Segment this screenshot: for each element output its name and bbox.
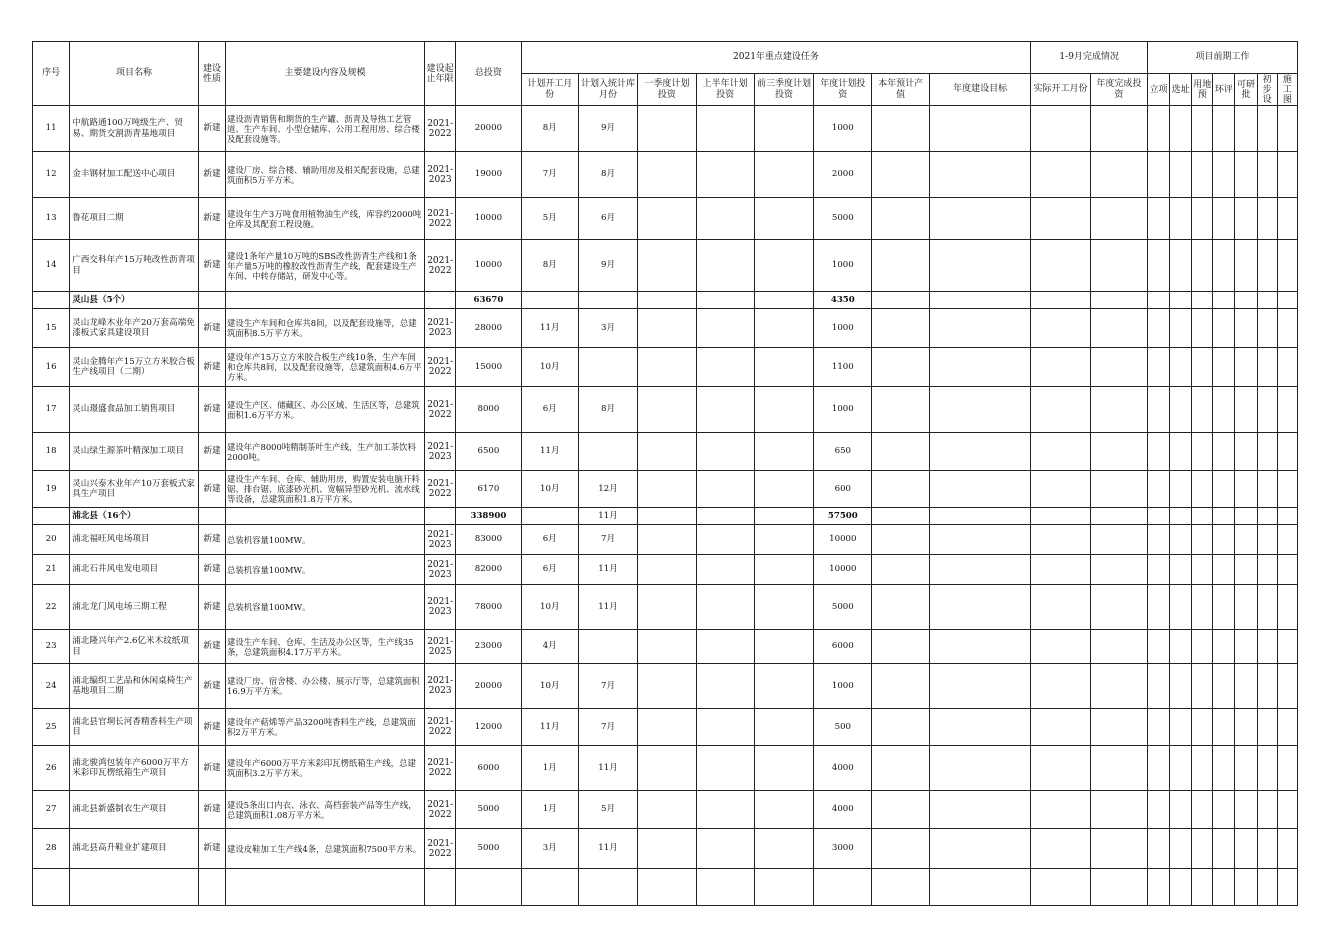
table-row	[33, 348, 1298, 387]
cell-annual: 1000	[814, 106, 872, 152]
cell-annual: 10000	[814, 525, 872, 555]
cell-project-name: 中航路通100万吨级生产、贸易、期货交割沥青基地项目	[70, 106, 199, 152]
cell-seq: 22	[33, 585, 70, 630]
cell-nature: 新建	[198, 664, 225, 709]
cell-start-month: 10月	[521, 664, 578, 709]
cell-total: 12000	[456, 709, 521, 746]
cell-start-month: 1月	[521, 791, 578, 829]
cell-years: 2021-2022	[425, 791, 456, 829]
cell-total: 20000	[456, 106, 521, 152]
cell-content: 建设厂房、综合楼、辅助用房及相关配套设施，总建筑面积5万平方米。	[226, 152, 425, 198]
cell-nature: 新建	[198, 630, 225, 664]
cell-start-month: 6月	[521, 525, 578, 555]
cell-nature	[198, 869, 225, 906]
cell-nature: 新建	[198, 387, 225, 433]
header-nature: 建设性质	[198, 42, 225, 106]
cell-total: 28000	[456, 309, 521, 348]
group-name: 浦北县（16个）	[70, 508, 199, 525]
cell-start-month: 8月	[521, 240, 578, 292]
group-annual: 4350	[814, 292, 872, 309]
cell-annual: 5000	[814, 585, 872, 630]
cell-project-name: 浦北县新盛制衣生产项目	[70, 791, 199, 829]
cell-seq: 18	[33, 433, 70, 471]
cell-seq: 19	[33, 471, 70, 508]
cell-stat-month: 6月	[578, 198, 637, 240]
cell-annual: 600	[814, 471, 872, 508]
cell-content: 建设年产15万立方米胶合板生产线10条，生产车间和仓库共8间，以及配套设施等，总建筑面积4.6万平方米。	[226, 348, 425, 387]
header-xuanzhi: 选址	[1170, 74, 1192, 106]
header-stat-month: 计划入统计库月份	[578, 74, 637, 106]
group-total: 338900	[456, 508, 521, 525]
cell-nature: 新建	[198, 829, 225, 869]
header-content: 主要建设内容及规模	[226, 42, 425, 106]
header-prework: 项目前期工作	[1147, 42, 1297, 74]
cell-project-name: 浦北福旺风电场项目	[70, 525, 199, 555]
table-row	[33, 433, 1298, 471]
cell-annual: 10000	[814, 555, 872, 585]
cell-years: 2021-2023	[425, 525, 456, 555]
cell-start-month: 6月	[521, 555, 578, 585]
table-row	[33, 585, 1298, 630]
cell-annual: 1000	[814, 664, 872, 709]
cell-content: 建设生产车间、仓库、生活及办公区等，生产线35条，总建筑面积4.17万平方米。	[226, 630, 425, 664]
cell-start-month: 11月	[521, 309, 578, 348]
cell-project-name: 灵山兴泰木业年产10万套板式家具生产项目	[70, 471, 199, 508]
table-row	[33, 869, 1298, 906]
group-annual: 57500	[814, 508, 872, 525]
cell-start-month: 4月	[521, 630, 578, 664]
cell-total: 15000	[456, 348, 521, 387]
group-row	[33, 292, 1298, 309]
cell-years: 2021-2023	[425, 555, 456, 585]
cell-annual: 650	[814, 433, 872, 471]
header-total-investment: 总投资	[456, 42, 521, 106]
cell-start-month	[521, 869, 578, 906]
cell-seq: 28	[33, 829, 70, 869]
cell-content: 总装机容量100MW。	[226, 555, 425, 585]
table-header	[33, 42, 1298, 106]
cell-total: 83000	[456, 525, 521, 555]
cell-years: 2021-2022	[425, 746, 456, 791]
table-row	[33, 309, 1298, 348]
cell-nature: 新建	[198, 791, 225, 829]
cell-start-month: 11月	[521, 709, 578, 746]
header-lixiang: 立项	[1147, 74, 1169, 106]
cell-content: 建设沥青销售和期货的生产罐、沥青及导热工艺管道、生产车间、小型仓储库、公用工程用房、综合楼及配套设施等。	[226, 106, 425, 152]
cell-years: 2021-2022	[425, 829, 456, 869]
group-stat-month: 11月	[578, 508, 637, 525]
table-row	[33, 630, 1298, 664]
cell-start-month: 1月	[521, 746, 578, 791]
cell-seq: 25	[33, 709, 70, 746]
cell-content: 建设年产萜烯等产品3200吨香料生产线，总建筑面积2万平方米。	[226, 709, 425, 746]
cell-total	[456, 869, 521, 906]
table-row	[33, 664, 1298, 709]
cell-project-name: 浦北编织工艺品和休闲桌椅生产基地项目二期	[70, 664, 199, 709]
cell-content: 建设生产车间和仓库共8间，以及配套设施等，总建筑面积8.5万平方米。	[226, 309, 425, 348]
cell-years: 2021-2022	[425, 106, 456, 152]
cell-seq: 16	[33, 348, 70, 387]
cell-stat-month: 7月	[578, 664, 637, 709]
group-row	[33, 508, 1298, 525]
cell-start-month: 8月	[521, 106, 578, 152]
cell-seq: 15	[33, 309, 70, 348]
cell-years: 2021-2022	[425, 387, 456, 433]
table-row	[33, 746, 1298, 791]
cell-stat-month: 11月	[578, 829, 637, 869]
cell-project-name: 浦北龙门风电场三期工程	[70, 585, 199, 630]
header-seq: 序号	[33, 42, 70, 106]
group-stat-month	[578, 292, 637, 309]
cell-annual: 4000	[814, 746, 872, 791]
header-output: 本年预计产值	[872, 74, 929, 106]
table-row	[33, 387, 1298, 433]
cell-nature: 新建	[198, 152, 225, 198]
cell-seq: 27	[33, 791, 70, 829]
table-row	[33, 240, 1298, 292]
cell-years: 2021-2022	[425, 709, 456, 746]
cell-years: 2021-2022	[425, 471, 456, 508]
cell-years: 2021-2023	[425, 309, 456, 348]
table-row	[33, 525, 1298, 555]
cell-annual: 1100	[814, 348, 872, 387]
cell-total: 78000	[456, 585, 521, 630]
cell-seq: 17	[33, 387, 70, 433]
cell-annual: 500	[814, 709, 872, 746]
cell-total: 5000	[456, 829, 521, 869]
header-start-month: 计划开工月份	[521, 74, 578, 106]
cell-seq: 23	[33, 630, 70, 664]
cell-stat-month: 12月	[578, 471, 637, 508]
cell-stat-month: 3月	[578, 309, 637, 348]
table-body	[33, 106, 1298, 906]
cell-nature: 新建	[198, 709, 225, 746]
cell-nature: 新建	[198, 348, 225, 387]
cell-total: 82000	[456, 555, 521, 585]
header-progress: 1-9月完成情况	[1031, 42, 1148, 74]
cell-nature: 新建	[198, 240, 225, 292]
cell-project-name: 浦北县高升鞋业扩建项目	[70, 829, 199, 869]
cell-total: 10000	[456, 240, 521, 292]
cell-seq	[33, 869, 70, 906]
table-row	[33, 555, 1298, 585]
cell-stat-month: 9月	[578, 240, 637, 292]
cell-stat-month: 5月	[578, 791, 637, 829]
cell-years: 2021-2022	[425, 348, 456, 387]
cell-nature: 新建	[198, 585, 225, 630]
header-keyan: 可研批	[1235, 74, 1257, 106]
cell-content: 建设1条年产量10万吨的SBS改性沥青生产线和1条年产量5万吨的橡胶改性沥青生产线，配套建设生产车间、中转存储站，研发中心等。	[226, 240, 425, 292]
cell-start-month: 6月	[521, 387, 578, 433]
header-annual-investment: 年度计划投资	[814, 74, 872, 106]
cell-content: 建设年生产3万吨食用植物油生产线，库容约2000吨仓库及其配套工程设施。	[226, 198, 425, 240]
cell-project-name: 灵山璟盛食品加工销售项目	[70, 387, 199, 433]
cell-stat-month	[578, 869, 637, 906]
cell-annual: 1000	[814, 387, 872, 433]
cell-years: 2021-2023	[425, 664, 456, 709]
cell-seq: 26	[33, 746, 70, 791]
header-huanping: 环评	[1213, 74, 1235, 106]
cell-project-name: 灵山龙峰木业年产20万套高端免漆板式家具建设项目	[70, 309, 199, 348]
cell-content: 总装机容量100MW。	[226, 525, 425, 555]
header-project-name: 项目名称	[70, 42, 199, 106]
cell-stat-month: 11月	[578, 746, 637, 791]
table-row	[33, 791, 1298, 829]
cell-content: 建设生产车间、仓库、辅助用房，购置安装电脑开料锯、排台锯、底漆砂光机、宽幅异型砂光机、流水线等设备，总建筑面积1.8万平方米。	[226, 471, 425, 508]
cell-nature: 新建	[198, 106, 225, 152]
cell-stat-month: 11月	[578, 585, 637, 630]
cell-content: 总装机容量100MW。	[226, 585, 425, 630]
table-row	[33, 829, 1298, 869]
header-chubu: 初步设	[1257, 74, 1277, 106]
cell-content: 建设年产6000万平方米彩印瓦楞纸箱生产线，总建筑面积3.2万平方米。	[226, 746, 425, 791]
cell-project-name: 广西交科年产15万吨改性沥青项目	[70, 240, 199, 292]
group-total: 63670	[456, 292, 521, 309]
cell-years: 2021-2022	[425, 240, 456, 292]
cell-content: 建设生产区、储藏区、办公区域、生活区等，总建筑面积1.6万平方米。	[226, 387, 425, 433]
cell-nature: 新建	[198, 746, 225, 791]
cell-content: 建设5条出口内衣、泳衣、高档套装产品等生产线，总建筑面积1.08万平方米。	[226, 791, 425, 829]
cell-stat-month	[578, 433, 637, 471]
cell-project-name	[70, 869, 199, 906]
table-row	[33, 709, 1298, 746]
cell-annual: 6000	[814, 630, 872, 664]
cell-years	[425, 869, 456, 906]
cell-stat-month	[578, 630, 637, 664]
cell-project-name: 金丰钢材加工配送中心项目	[70, 152, 199, 198]
cell-total: 20000	[456, 664, 521, 709]
cell-content: 建设年产8000吨精制茶叶生产线，生产加工茶饮料2000吨。	[226, 433, 425, 471]
cell-annual: 5000	[814, 198, 872, 240]
investment-table	[32, 41, 1298, 906]
group-name: 灵山县（5个）	[70, 292, 199, 309]
cell-content: 建设皮鞋加工生产线4条，总建筑面积7500平方米。	[226, 829, 425, 869]
cell-annual: 2000	[814, 152, 872, 198]
cell-total: 8000	[456, 387, 521, 433]
header-h1: 上半年计划投资	[696, 74, 754, 106]
cell-start-month: 10月	[521, 585, 578, 630]
cell-start-month: 10月	[521, 348, 578, 387]
cell-project-name: 鲁花项目二期	[70, 198, 199, 240]
cell-annual: 1000	[814, 240, 872, 292]
cell-nature: 新建	[198, 471, 225, 508]
cell-years: 2021-2023	[425, 585, 456, 630]
cell-stat-month	[578, 348, 637, 387]
cell-stat-month: 11月	[578, 555, 637, 585]
table-row	[33, 152, 1298, 198]
cell-annual: 3000	[814, 829, 872, 869]
cell-start-month: 7月	[521, 152, 578, 198]
cell-stat-month: 8月	[578, 152, 637, 198]
cell-stat-month: 9月	[578, 106, 637, 152]
header-q1: 一季度计划投资	[638, 74, 696, 106]
cell-start-month: 10月	[521, 471, 578, 508]
cell-seq: 12	[33, 152, 70, 198]
cell-annual: 4000	[814, 791, 872, 829]
cell-nature: 新建	[198, 198, 225, 240]
table-row	[33, 471, 1298, 508]
cell-start-month: 11月	[521, 433, 578, 471]
cell-total: 5000	[456, 791, 521, 829]
header-q3: 前三季度计划投资	[754, 74, 813, 106]
cell-nature: 新建	[198, 525, 225, 555]
cell-project-name: 灵山绿生源茶叶精深加工项目	[70, 433, 199, 471]
cell-seq: 24	[33, 664, 70, 709]
cell-years: 2021-2025	[425, 630, 456, 664]
cell-content	[226, 869, 425, 906]
cell-total: 6000	[456, 746, 521, 791]
cell-start-month: 3月	[521, 829, 578, 869]
cell-project-name: 浦北石井风电发电项目	[70, 555, 199, 585]
header-2021-tasks: 2021年重点建设任务	[521, 42, 1031, 74]
cell-stat-month: 7月	[578, 525, 637, 555]
header-yongdi: 用地预	[1192, 74, 1213, 106]
cell-years: 2021-2023	[425, 433, 456, 471]
cell-total: 10000	[456, 198, 521, 240]
cell-project-name: 浦北隆兴年产2.6亿米木纹纸项目	[70, 630, 199, 664]
cell-annual	[814, 869, 872, 906]
cell-annual: 1000	[814, 309, 872, 348]
cell-seq: 20	[33, 525, 70, 555]
cell-seq: 14	[33, 240, 70, 292]
cell-stat-month: 7月	[578, 709, 637, 746]
cell-total: 19000	[456, 152, 521, 198]
cell-stat-month: 8月	[578, 387, 637, 433]
cell-nature: 新建	[198, 433, 225, 471]
cell-total: 6500	[456, 433, 521, 471]
cell-content: 建设厂房、宿舍楼、办公楼、展示厅等，总建筑面积16.9万平方米。	[226, 664, 425, 709]
cell-years: 2021-2023	[425, 152, 456, 198]
cell-years: 2021-2022	[425, 198, 456, 240]
table-row	[33, 106, 1298, 152]
header-actual-start: 实际开工月份	[1031, 74, 1090, 106]
cell-total: 6170	[456, 471, 521, 508]
cell-project-name: 灵山金腾年产15万立方米胶合板生产线项目（二期）	[70, 348, 199, 387]
cell-project-name: 浦北骏鸿包装年产6000万平方米彩印瓦楞纸箱生产项目	[70, 746, 199, 791]
header-annual-done: 年度完成投资	[1090, 74, 1147, 106]
cell-start-month: 5月	[521, 198, 578, 240]
cell-seq: 11	[33, 106, 70, 152]
cell-project-name: 浦北县官垌长河香精香料生产项目	[70, 709, 199, 746]
header-years: 建设起止年限	[425, 42, 456, 106]
header-shigong: 施工图	[1277, 74, 1297, 106]
cell-seq: 13	[33, 198, 70, 240]
cell-seq: 21	[33, 555, 70, 585]
cell-nature: 新建	[198, 309, 225, 348]
cell-total: 23000	[456, 630, 521, 664]
table-row	[33, 198, 1298, 240]
header-goal: 年度建设目标	[929, 74, 1031, 106]
cell-nature: 新建	[198, 555, 225, 585]
